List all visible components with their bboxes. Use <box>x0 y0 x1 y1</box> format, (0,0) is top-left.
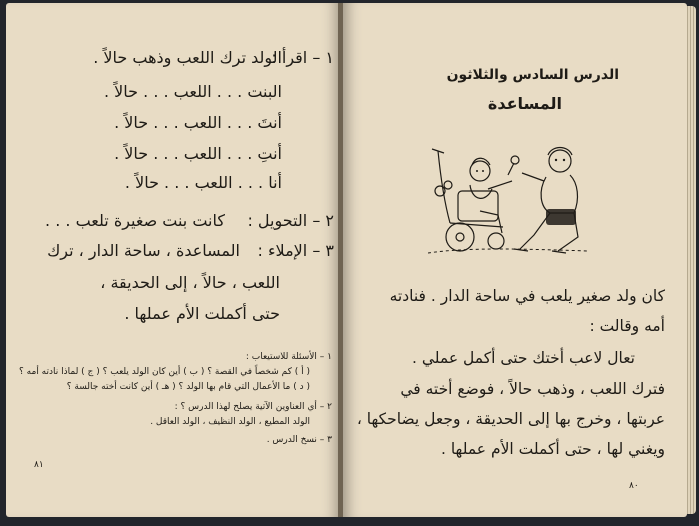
dictation-line: المساعدة ، ساحة الدار ، ترك <box>47 241 240 260</box>
exercise-1-sentence: الولد ترك اللعب وذهب حالاً . <box>93 48 282 67</box>
questions-1-line: ( أ ) كم شخصاً في القصة ؟ ( ب ) أين كان الولد يلعب ؟ ( ج ) لماذا نادته أمه ؟ <box>19 367 310 377</box>
lesson-subtitle: المساعدة <box>487 94 562 113</box>
right-page <box>343 3 687 517</box>
questions-2-options: الولد المطيع ، الولد النظيف ، الولد العاقل . <box>150 417 310 427</box>
reading-line: ويغني لها ، حتى أكملت الأم عملها . <box>440 440 665 458</box>
reading-line: تعال لاعب أختك حتى أكمل عملي . <box>411 349 635 367</box>
exercise-2-label: ٢ – التحويل : <box>247 211 334 230</box>
conjugation-line: أنتِ . . . اللعب . . . حالاً . <box>114 144 282 163</box>
conjugation-line: البنت . . . اللعب . . . حالاً . <box>104 82 282 101</box>
page-number: ٨٠ <box>629 481 639 491</box>
reading-line: عربتها ، وخرج بها إلى الحديقة ، وجعل يضاحكها ، <box>356 410 665 428</box>
dictation-line: اللعب ، حالاً ، إلى الحديقة ، <box>100 273 280 292</box>
dictation-line: حتى أكملت الأم عملها . <box>124 304 280 323</box>
questions-2-label: ٢ – أي العناوين الآتية يصلح لهذا الدرس ؟ : <box>174 402 332 412</box>
left-page <box>6 3 340 517</box>
conjugation-line: أنا . . . اللعب . . . حالاً . <box>124 173 282 192</box>
page-number: ٨١ <box>34 460 44 470</box>
questions-3-label: ٣ – نسخ الدرس . <box>266 435 332 445</box>
page-edges <box>687 6 696 514</box>
questions-1-line: ( د ) ما الأعمال التي قام بها الولد ؟ ( هـ ) أين كانت أخته جالسة ؟ <box>66 382 310 392</box>
exercise-3-label: ٣ – الإملاء : <box>257 241 334 260</box>
reading-line: كان ولد صغير يلعب في ساحة الدار . فنادته <box>389 287 665 305</box>
exercise-1-label: ١ – اقرأ : <box>271 48 334 67</box>
children-illustration <box>428 141 588 258</box>
reading-line: أمه وقالت : <box>589 317 665 335</box>
conjugation-line: أنتَ . . . اللعب . . . حالاً . <box>114 113 282 132</box>
questions-1-label: ١ – الأسئلة للاستيعاب : <box>245 352 332 362</box>
lesson-title: الدرس السادس والثلاثون <box>446 67 619 83</box>
reading-line: فترك اللعب ، وذهب حالاً ، فوضع أخته في <box>400 380 665 398</box>
exercise-2-sentence: كانت بنت صغيرة تلعب . . . <box>45 211 225 230</box>
